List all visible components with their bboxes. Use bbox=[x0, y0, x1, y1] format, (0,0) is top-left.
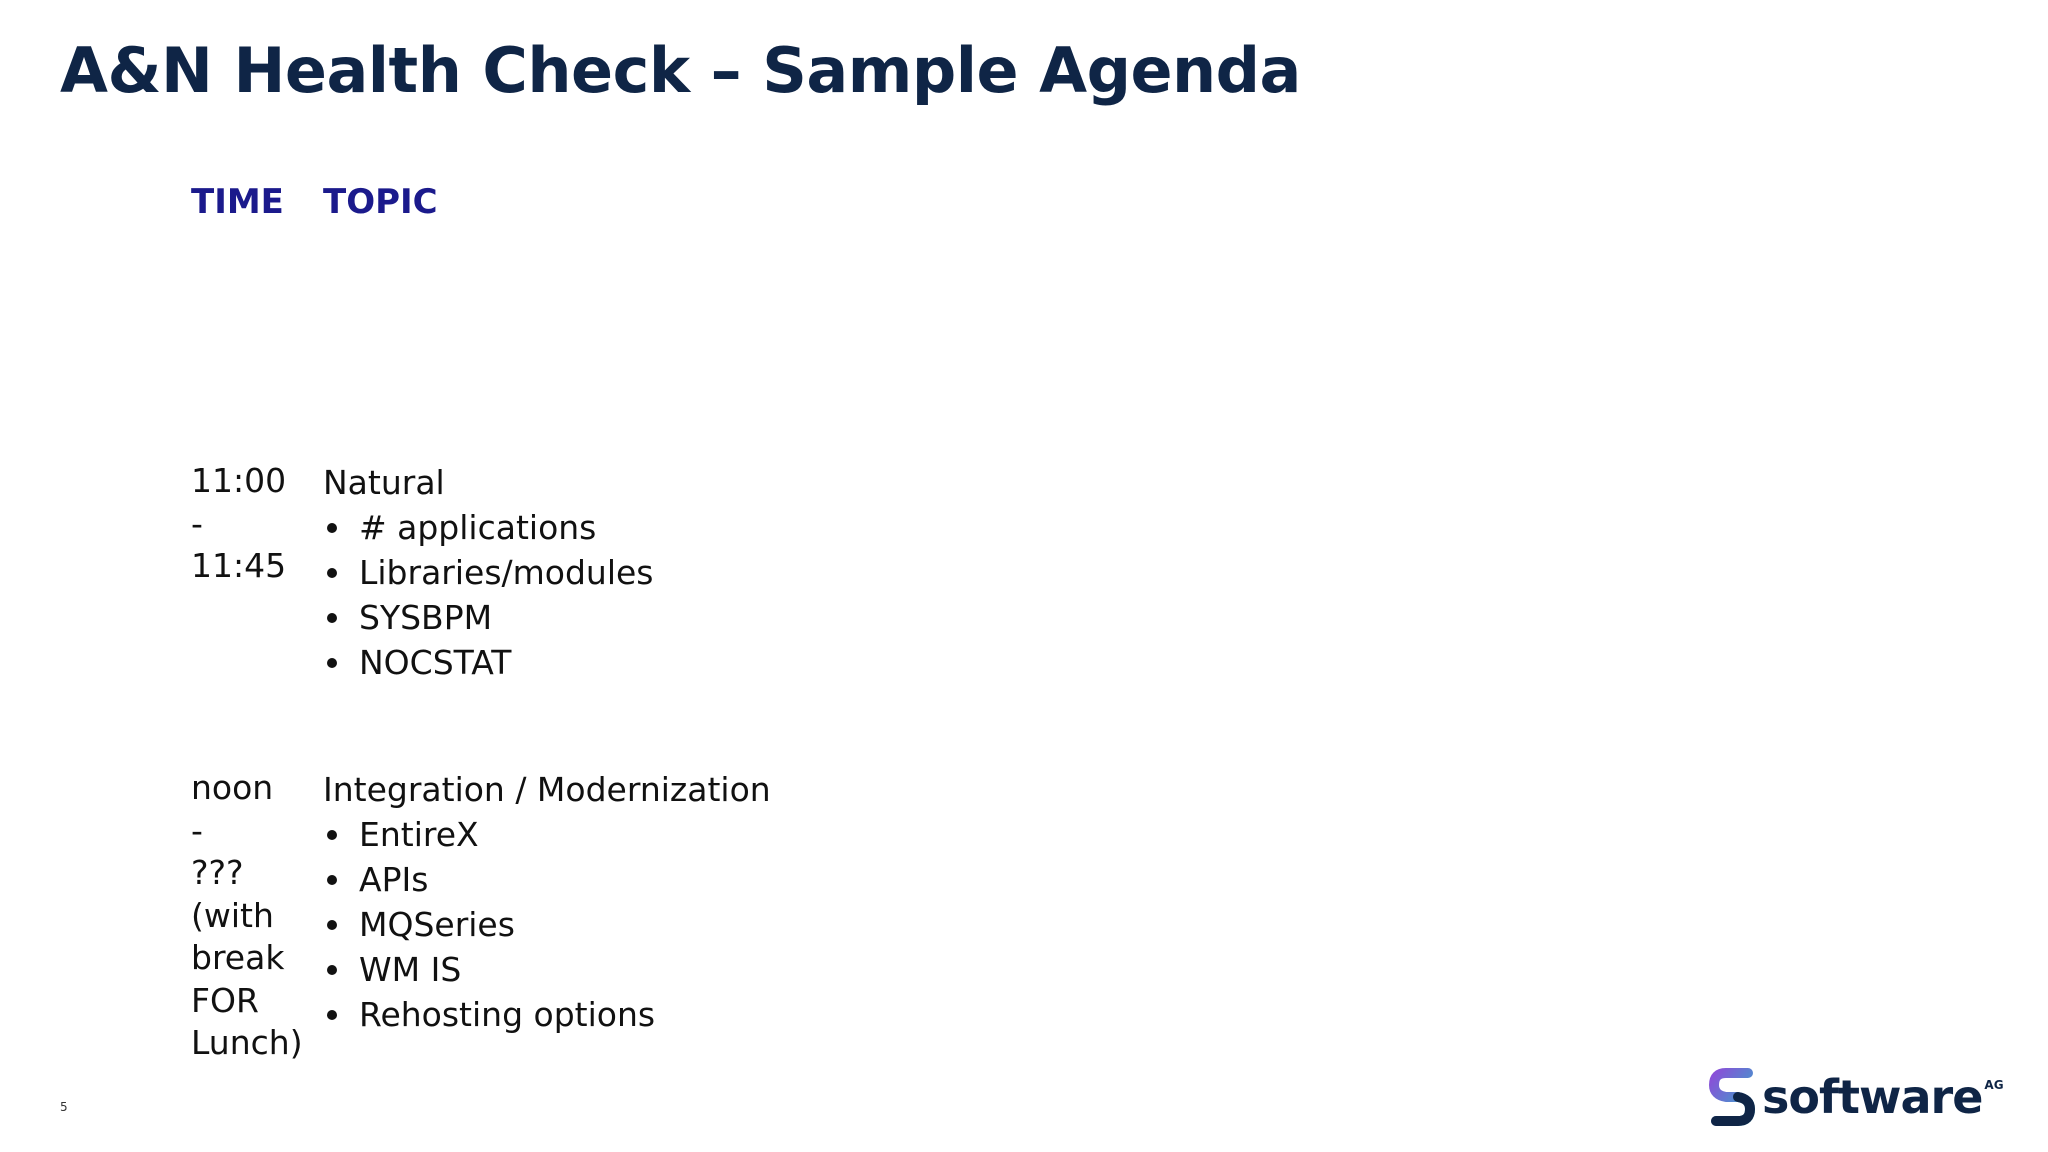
slide-title: A&N Health Check – Sample Agenda bbox=[60, 34, 1301, 107]
topic-bullet: # applications bbox=[323, 505, 654, 550]
topic-column-header: TOPIC bbox=[323, 182, 438, 222]
topic-bullet: SYSBPM bbox=[323, 595, 654, 640]
topic-bullet: APIs bbox=[323, 857, 771, 902]
agenda-topic bbox=[323, 460, 654, 685]
topic-title: Natural bbox=[323, 463, 445, 502]
topic-bullet: EntireX bbox=[323, 812, 771, 857]
time-line: break bbox=[191, 938, 285, 977]
time-line: noon bbox=[191, 768, 274, 807]
topic-bullet: NOCSTAT bbox=[323, 640, 654, 685]
topic-title: Integration / Modernization bbox=[323, 770, 771, 809]
topic-bullet-list bbox=[323, 505, 654, 685]
time-line: - bbox=[191, 810, 203, 850]
topic-bullet: Rehosting options bbox=[323, 992, 771, 1037]
time-line: (with bbox=[191, 895, 274, 935]
logo-wordmark: software bbox=[1762, 1070, 1983, 1124]
page-number: 5 bbox=[60, 1100, 68, 1114]
topic-bullet: MQSeries bbox=[323, 902, 771, 947]
time-line: 11:00 bbox=[191, 461, 287, 500]
agenda-time bbox=[191, 460, 316, 588]
time-line: ??? bbox=[191, 853, 244, 892]
time-column-header: TIME bbox=[191, 182, 284, 222]
software-ag-logo bbox=[1708, 1064, 2004, 1130]
time-line: 11:45 bbox=[191, 546, 287, 585]
agenda-time bbox=[191, 767, 316, 1065]
agenda-topic bbox=[323, 767, 771, 1037]
time-line: FOR bbox=[191, 980, 259, 1020]
time-line: Lunch) bbox=[191, 1023, 303, 1062]
topic-bullet-list bbox=[323, 812, 771, 1037]
time-line: - bbox=[191, 503, 203, 543]
topic-bullet: WM IS bbox=[323, 947, 771, 992]
topic-bullet: Libraries/modules bbox=[323, 550, 654, 595]
software-ag-s-icon bbox=[1708, 1067, 1756, 1127]
logo-suffix: AG bbox=[1984, 1078, 2004, 1092]
